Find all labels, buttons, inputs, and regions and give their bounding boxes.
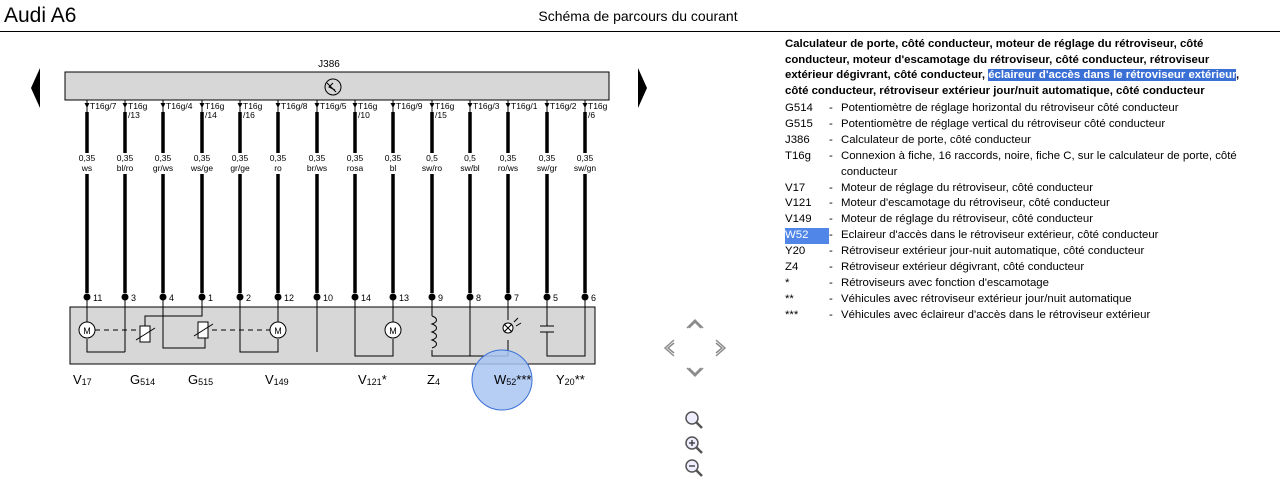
wire-color: sw/gr bbox=[536, 163, 558, 173]
connector-arrow-icon bbox=[430, 103, 435, 108]
legend-code[interactable]: V121 bbox=[785, 197, 812, 210]
connector-arrow-icon bbox=[161, 103, 166, 108]
connector-label: T16g bbox=[243, 101, 263, 111]
pin-number: 9 bbox=[438, 293, 444, 303]
wire-color: bl bbox=[389, 163, 397, 173]
legend-text: Potentiomètre de réglage horizontal du rétroviseur côté conducteur bbox=[841, 102, 1179, 114]
wire-section: 0,5 bbox=[426, 153, 438, 163]
next-page-arrow-icon[interactable] bbox=[638, 68, 647, 108]
legend-row bbox=[785, 276, 1255, 292]
legend-text: Moteur d'escamotage du rétroviseur, côté conducteur bbox=[841, 197, 1110, 210]
wire-section: 0,35 bbox=[499, 153, 517, 163]
legend-row bbox=[785, 292, 1255, 308]
connector-sublabel: /10 bbox=[358, 110, 370, 120]
pin-dot-icon bbox=[314, 294, 321, 301]
wire-section: 0,5 bbox=[464, 153, 476, 163]
connector-label: T16g/9 bbox=[396, 101, 423, 111]
wire-color: br/ws bbox=[306, 163, 328, 173]
brand-title: Audi A6 bbox=[4, 4, 77, 27]
legend-row bbox=[785, 228, 1255, 244]
component-label[interactable]: V149 bbox=[265, 372, 289, 387]
legend-code[interactable]: J386 bbox=[785, 133, 810, 146]
zoom-in-icon[interactable] bbox=[683, 434, 705, 456]
wire-color: sw/ro bbox=[421, 163, 443, 173]
component-label[interactable]: W52*** bbox=[494, 372, 532, 387]
wire-color: rosa bbox=[346, 163, 364, 173]
wire-section: 0,35 bbox=[154, 153, 172, 163]
component-label[interactable]: G515 bbox=[188, 372, 214, 387]
connector-sublabel: /15 bbox=[435, 110, 447, 120]
legend-text: Rétroviseur extérieur jour-nuit automatique, côté conducteur bbox=[841, 245, 1145, 258]
wire-color: bl/ro bbox=[116, 163, 134, 173]
connector-label: T16g/8 bbox=[281, 101, 308, 111]
wire-color: ws/ge bbox=[190, 163, 214, 173]
connector-arrow-icon bbox=[200, 103, 205, 108]
wire-section: 0,35 bbox=[116, 153, 134, 163]
legend-dash: - bbox=[829, 276, 833, 289]
pin-number: 8 bbox=[476, 293, 482, 303]
legend-dash: - bbox=[829, 213, 833, 226]
legend-code[interactable]: ** bbox=[785, 292, 794, 305]
wire-color: gr/ws bbox=[152, 163, 174, 173]
description-part-1: Calculateur de porte, côté conducteur, moteur de réglage du rétroviseur, côté conducteur, moteur d'escamotage du rétroviseur, côté conducteur, rétroviseur extérieur dégivrant, côté conducteur, bbox=[785, 38, 1210, 81]
wire-8 bbox=[340, 100, 378, 303]
description-panel bbox=[785, 37, 1255, 324]
pin-number: 14 bbox=[361, 293, 372, 303]
connector-label: T16g bbox=[588, 101, 608, 111]
control-unit-box bbox=[65, 72, 609, 100]
pin-dot-icon bbox=[467, 294, 474, 301]
pin-number: 4 bbox=[169, 293, 175, 303]
pin-number: 7 bbox=[514, 293, 520, 303]
pin-dot-icon bbox=[505, 294, 512, 301]
pin-number: 12 bbox=[284, 293, 295, 303]
component-label[interactable]: V121* bbox=[358, 372, 387, 387]
connector-label: T16g bbox=[435, 101, 455, 111]
connector-sublabel: /14 bbox=[205, 110, 217, 120]
motor-v17-icon bbox=[79, 322, 95, 338]
legend-dash: - bbox=[829, 245, 833, 258]
legend-row bbox=[785, 212, 1255, 228]
pan-left-icon[interactable] bbox=[665, 340, 674, 356]
wire-section: 0,35 bbox=[576, 153, 594, 163]
pin-dot-icon bbox=[237, 294, 244, 301]
connector-label: T16g bbox=[128, 101, 148, 111]
pan-controls bbox=[660, 312, 732, 384]
legend-text: Véhicules avec rétroviseur extérieur jour/nuit automatique bbox=[841, 292, 1132, 305]
wire-section: 0,35 bbox=[384, 153, 402, 163]
pin-number: 5 bbox=[553, 293, 559, 303]
legend-row bbox=[785, 101, 1255, 117]
connector-label: T16g/1 bbox=[511, 101, 538, 111]
wire-section: 0,35 bbox=[269, 153, 287, 163]
pin-dot-icon bbox=[199, 294, 206, 301]
pin-number: 6 bbox=[591, 293, 597, 303]
legend-row bbox=[785, 244, 1255, 260]
legend-text: Moteur de réglage du rétroviseur, côté conducteur bbox=[841, 181, 1094, 194]
zoom-fit-icon[interactable] bbox=[683, 409, 705, 431]
legend-dash: - bbox=[829, 308, 833, 321]
wire-color: sw/bl bbox=[460, 163, 480, 173]
pin-number: 10 bbox=[323, 293, 334, 303]
pin-dot-icon bbox=[160, 294, 167, 301]
motor-v121-icon bbox=[385, 322, 401, 338]
legend-list bbox=[785, 101, 1255, 324]
legend-text: Rétroviseurs avec fonction d'escamotage bbox=[841, 276, 1049, 289]
wire-color: gr/ge bbox=[230, 163, 250, 173]
pan-up-icon[interactable] bbox=[687, 320, 703, 328]
wire-12 bbox=[493, 100, 538, 303]
component-label[interactable]: Y20** bbox=[556, 372, 585, 387]
wire-section: 0,35 bbox=[308, 153, 326, 163]
legend-code[interactable]: T16g bbox=[785, 149, 811, 162]
legend-code[interactable]: * bbox=[785, 276, 790, 289]
wire-section: 0,35 bbox=[231, 153, 249, 163]
connector-arrow-icon bbox=[123, 103, 128, 108]
pin-number: 13 bbox=[399, 293, 410, 303]
wire-section: 0,35 bbox=[538, 153, 556, 163]
wire-color: ws bbox=[81, 163, 93, 173]
svg-text:M: M bbox=[274, 326, 282, 336]
wire-3 bbox=[148, 100, 193, 303]
legend-dash: - bbox=[829, 149, 833, 162]
wires-group bbox=[72, 100, 608, 303]
wire-section: 0,35 bbox=[346, 153, 364, 163]
connector-label: T16g/5 bbox=[320, 101, 347, 111]
wire-color: ro/ws bbox=[497, 163, 519, 173]
connector-arrow-icon bbox=[468, 103, 473, 108]
wire-11 bbox=[455, 100, 500, 303]
legend-text: Eclaireur d'accès dans le rétroviseur extérieur, côté conducteur bbox=[841, 229, 1159, 242]
connector-sublabel: /16 bbox=[243, 110, 255, 120]
connector-arrow-icon bbox=[545, 103, 550, 108]
legend-row bbox=[785, 181, 1255, 197]
control-unit-label: J386 bbox=[318, 59, 340, 70]
legend-code[interactable]: G515 bbox=[785, 117, 813, 130]
wire-6 bbox=[263, 100, 308, 303]
legend-text: Véhicules avec éclaireur d'accès dans le rétroviseur extérieur bbox=[841, 308, 1151, 321]
svg-text:M: M bbox=[389, 326, 397, 336]
legend-row bbox=[785, 260, 1255, 276]
pin-dot-icon bbox=[544, 294, 551, 301]
pin-dot-icon bbox=[275, 294, 282, 301]
motor-v149-icon bbox=[270, 322, 286, 338]
legend-dash: - bbox=[829, 197, 833, 210]
legend-text: Calculateur de porte, côté conducteur bbox=[841, 133, 1031, 146]
pin-number: 3 bbox=[131, 293, 137, 303]
component-label[interactable]: Z4 bbox=[427, 372, 440, 387]
legend-dash: - bbox=[829, 102, 833, 114]
connector-sublabel: /13 bbox=[128, 110, 140, 120]
legend-row bbox=[785, 308, 1255, 324]
wire-13 bbox=[532, 100, 577, 303]
legend-code[interactable]: V17 bbox=[785, 181, 806, 194]
pin-dot-icon bbox=[429, 294, 436, 301]
legend-dash: - bbox=[829, 133, 833, 146]
wire-5 bbox=[225, 100, 263, 303]
legend-row bbox=[785, 117, 1255, 133]
wire-9 bbox=[378, 100, 423, 303]
legend-dash: - bbox=[829, 229, 833, 242]
description-title bbox=[785, 37, 1255, 99]
legend-dash: - bbox=[829, 292, 833, 305]
connector-label: T16g bbox=[205, 101, 225, 111]
description-part-3: , côté conducteur, rétroviseur extérieur jour/nuit automatique, côté conducteur bbox=[785, 69, 1240, 97]
pin-number: 2 bbox=[246, 293, 252, 303]
wire-section: 0,35 bbox=[78, 153, 96, 163]
wire-14 bbox=[570, 100, 608, 303]
pin-dot-icon bbox=[352, 294, 359, 301]
legend-text: Potentiomètre de réglage vertical du rétroviseur côté conducteur bbox=[841, 117, 1166, 130]
page-title-text: Schéma de parcours du courant bbox=[538, 8, 738, 24]
legend-text: Rétroviseur extérieur dégivrant, côté conducteur bbox=[841, 261, 1085, 274]
connector-arrow-icon bbox=[583, 103, 588, 108]
wire-7 bbox=[302, 100, 347, 303]
connector-arrow-icon bbox=[391, 103, 396, 108]
wire-color: ro bbox=[274, 163, 282, 173]
pan-right-icon[interactable] bbox=[716, 340, 725, 356]
connector-label: T16g/2 bbox=[550, 101, 577, 111]
pin-dot-icon bbox=[390, 294, 397, 301]
pin-dot-icon bbox=[582, 294, 589, 301]
legend-code[interactable]: G514 bbox=[785, 102, 813, 114]
legend-row bbox=[785, 196, 1255, 212]
wire-4 bbox=[187, 100, 225, 303]
legend-code[interactable]: *** bbox=[785, 308, 799, 321]
connector-arrow-icon bbox=[315, 103, 320, 108]
pin-number: 1 bbox=[208, 293, 214, 303]
connector-arrow-icon bbox=[353, 103, 358, 108]
wire-10 bbox=[417, 100, 455, 303]
legend-dash: - bbox=[829, 181, 833, 194]
wire-color: sw/gn bbox=[573, 163, 597, 173]
connector-label: T16g bbox=[358, 101, 378, 111]
wire-section: 0,35 bbox=[193, 153, 211, 163]
connector-arrow-icon bbox=[276, 103, 281, 108]
component-label[interactable]: G514 bbox=[130, 372, 156, 387]
connector-sublabel: /6 bbox=[588, 110, 596, 120]
connector-arrow-icon bbox=[238, 103, 243, 108]
pin-dot-icon bbox=[84, 294, 91, 301]
previous-page-arrow-icon[interactable] bbox=[31, 68, 40, 108]
wire-1 bbox=[72, 100, 117, 303]
description-highlight: éclaireur d'accès dans le rétroviseur extérieur bbox=[988, 69, 1236, 81]
zoom-out-icon[interactable] bbox=[683, 457, 705, 479]
connector-label: T16g/4 bbox=[166, 101, 193, 111]
legend-dash: - bbox=[829, 117, 833, 130]
pin-dot-icon bbox=[122, 294, 129, 301]
wire-2 bbox=[110, 100, 148, 303]
legend-code[interactable]: W52 bbox=[785, 228, 829, 244]
legend-text: Connexion à fiche, 16 raccords, noire, fiche C, sur le calculateur de porte, côté conducteur bbox=[841, 149, 1237, 178]
connector-arrow-icon bbox=[506, 103, 511, 108]
connector-label: T16g/3 bbox=[473, 101, 500, 111]
svg-text:M: M bbox=[83, 326, 91, 336]
legend-dash: - bbox=[829, 261, 833, 274]
component-label[interactable]: V17 bbox=[73, 372, 92, 387]
legend-row bbox=[785, 149, 1255, 181]
legend-code[interactable]: Y20 bbox=[785, 245, 806, 258]
pin-number: 11 bbox=[93, 293, 103, 303]
legend-row bbox=[785, 133, 1255, 149]
pan-down-icon[interactable] bbox=[687, 368, 703, 376]
connector-label: T16g/7 bbox=[90, 101, 117, 111]
legend-code[interactable]: Z4 bbox=[785, 261, 799, 274]
legend-text: Moteur de réglage du rétroviseur, côté conducteur bbox=[841, 213, 1094, 226]
legend-code[interactable]: V149 bbox=[785, 213, 812, 226]
connector-arrow-icon bbox=[85, 103, 90, 108]
